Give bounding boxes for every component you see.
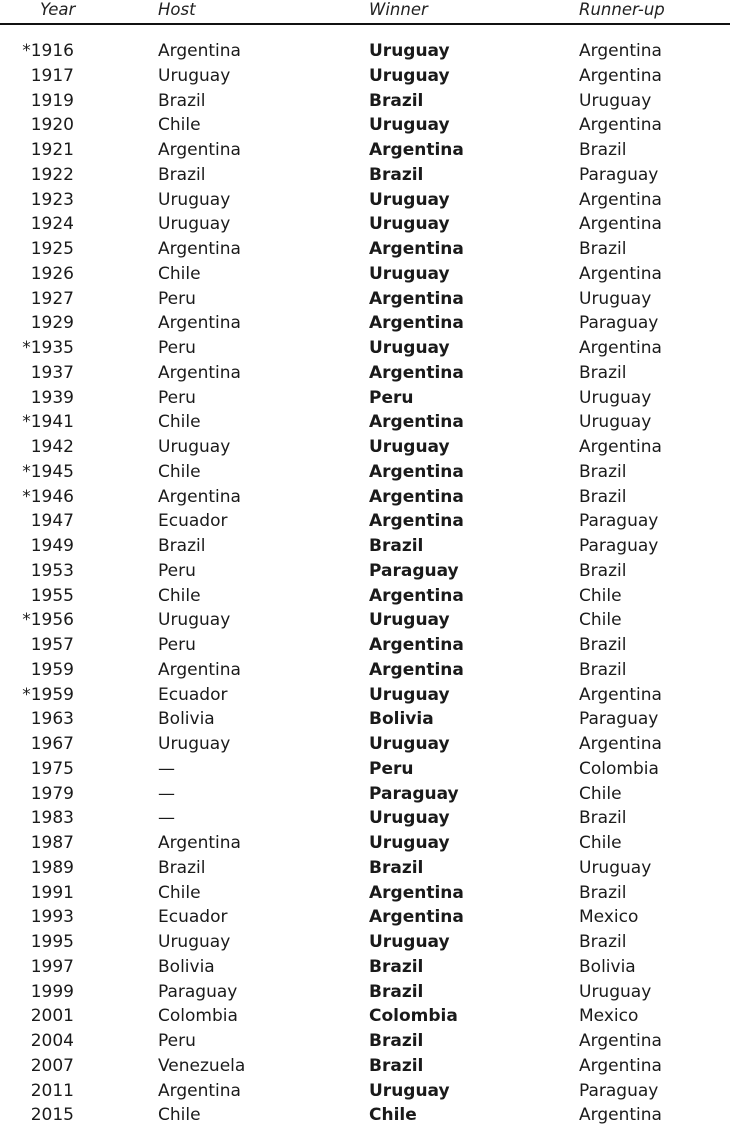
runner-up-cell: Uruguay	[579, 857, 652, 878]
table-row	[0, 980, 730, 1005]
year-cell: 1967	[30, 734, 74, 754]
host-cell: Argentina	[158, 1080, 241, 1101]
table-row	[0, 683, 730, 708]
host-cell: Ecuador	[158, 907, 228, 928]
runner-up-cell: Argentina	[579, 214, 662, 235]
year-cell: 2007	[30, 1055, 74, 1076]
runner-up-cell: Argentina	[579, 263, 662, 284]
table-row	[0, 460, 730, 485]
year-cell: 2004	[30, 1031, 74, 1051]
table-row	[0, 361, 730, 386]
year-cell: 1989	[30, 857, 74, 878]
winner-cell: Uruguay	[369, 734, 450, 754]
winner-cell: Bolivia	[369, 709, 434, 730]
runner-up-cell: Uruguay	[579, 412, 652, 433]
winner-cell: Brazil	[369, 90, 424, 111]
year-cell: 1949	[30, 536, 74, 556]
runner-up-cell: Paraguay	[579, 709, 659, 730]
runner-up-cell: Argentina	[579, 1055, 662, 1076]
host-cell: Uruguay	[158, 610, 231, 631]
header-rule	[0, 23, 730, 25]
winner-cell: Uruguay	[369, 684, 450, 705]
host-cell: Chile	[158, 882, 201, 903]
host-cell: Uruguay	[158, 65, 231, 86]
year-cell: 1921	[30, 140, 74, 160]
year-cell: 1993	[30, 907, 74, 928]
host-cell: Brazil	[158, 536, 206, 556]
winner-cell: Uruguay	[369, 263, 450, 284]
year-cell: 1963	[30, 709, 74, 730]
year-cell: 1917	[30, 65, 74, 86]
table-row	[0, 806, 730, 831]
year-cell: 1987	[30, 833, 74, 853]
year-cell: 1953	[30, 560, 74, 581]
host-cell: Uruguay	[158, 437, 231, 457]
table-row	[0, 39, 730, 64]
runner-up-cell: Brazil	[579, 882, 627, 903]
year-cell: 1927	[30, 288, 74, 309]
runner-up-cell: Brazil	[579, 659, 627, 680]
table-row	[0, 1103, 730, 1128]
host-cell: Colombia	[158, 1006, 238, 1027]
runner-up-cell: Argentina	[579, 437, 662, 457]
year-cell: 1923	[30, 189, 74, 210]
table-row	[0, 658, 730, 683]
runner-up-cell: Brazil	[579, 635, 627, 655]
runner-up-cell: Colombia	[579, 758, 659, 779]
table-row	[0, 138, 730, 163]
table-row	[0, 163, 730, 188]
table-row	[0, 287, 730, 312]
table-row	[0, 188, 730, 213]
table-row	[0, 1054, 730, 1079]
host-cell: Chile	[158, 585, 201, 606]
table-row	[0, 955, 730, 980]
runner-up-cell: Argentina	[579, 1105, 662, 1126]
winner-cell: Brazil	[369, 857, 424, 878]
year-cell: 1955	[30, 585, 74, 606]
host-cell: Chile	[158, 1105, 201, 1126]
year-cell: 1979	[30, 783, 74, 804]
host-cell: Argentina	[158, 833, 241, 853]
runner-up-cell: Brazil	[579, 140, 627, 160]
year-cell: 1942	[30, 437, 74, 457]
table-row	[0, 485, 730, 510]
year-cell: 1997	[30, 956, 74, 977]
runner-up-cell: Argentina	[579, 189, 662, 210]
table-header	[0, 0, 730, 24]
runner-up-cell: Argentina	[579, 1031, 662, 1051]
host-cell: Chile	[158, 115, 201, 136]
runner-up-cell: Paraguay	[579, 164, 659, 185]
runner-up-cell: Brazil	[579, 461, 627, 482]
table-row	[0, 435, 730, 460]
host-cell: Ecuador	[158, 511, 228, 532]
runner-up-cell: Brazil	[579, 362, 627, 383]
host-cell: Uruguay	[158, 734, 231, 754]
winner-cell: Uruguay	[369, 437, 450, 457]
winner-cell: Argentina	[369, 288, 464, 309]
table-row	[0, 89, 730, 114]
runner-up-cell: Chile	[579, 585, 622, 606]
winner-cell: Brazil	[369, 164, 424, 185]
year-cell: *1941	[22, 412, 74, 433]
winner-cell: Brazil	[369, 1031, 424, 1051]
table-row	[0, 559, 730, 584]
table-row	[0, 856, 730, 881]
table-row	[0, 410, 730, 435]
winner-cell: Argentina	[369, 511, 464, 532]
table-row	[0, 311, 730, 336]
runner-up-cell: Paraguay	[579, 1080, 659, 1101]
host-cell: Bolivia	[158, 709, 215, 730]
table-row	[0, 1004, 730, 1029]
table-row	[0, 881, 730, 906]
winner-cell: Argentina	[369, 635, 464, 655]
runner-up-cell: Paraguay	[579, 511, 659, 532]
runner-up-cell: Brazil	[579, 808, 627, 829]
table-row	[0, 930, 730, 955]
table-row	[0, 113, 730, 138]
table-row	[0, 212, 730, 237]
table-row	[0, 732, 730, 757]
table-row	[0, 1029, 730, 1054]
host-cell: Argentina	[158, 239, 241, 259]
host-cell: Bolivia	[158, 956, 215, 977]
runner-up-cell: Bolivia	[579, 956, 636, 977]
runner-up-cell: Brazil	[579, 560, 627, 581]
host-cell: Chile	[158, 412, 201, 433]
table-row	[0, 237, 730, 262]
host-cell: Argentina	[158, 486, 241, 507]
winner-cell: Uruguay	[369, 1080, 450, 1101]
host-cell: Ecuador	[158, 684, 228, 705]
runner-up-cell: Argentina	[579, 65, 662, 86]
winner-cell: Peru	[369, 758, 414, 779]
year-cell: *1956	[22, 610, 74, 631]
year-cell: 1926	[30, 263, 74, 284]
table-row	[0, 336, 730, 361]
header-host: Host	[158, 0, 196, 19]
year-cell: 1939	[30, 387, 74, 408]
runner-up-cell: Chile	[579, 833, 622, 853]
host-cell: Argentina	[158, 362, 241, 383]
runner-up-cell: Brazil	[579, 486, 627, 507]
winner-cell: Uruguay	[369, 189, 450, 210]
year-cell: *1945	[22, 461, 74, 482]
year-cell: 1929	[30, 313, 74, 334]
runner-up-cell: Uruguay	[579, 288, 652, 309]
runner-up-cell: Argentina	[579, 41, 662, 61]
winner-cell: Uruguay	[369, 338, 450, 358]
runner-up-cell: Brazil	[579, 932, 627, 952]
host-cell: Paraguay	[158, 981, 238, 1002]
year-cell: 1922	[30, 164, 74, 185]
winner-cell: Argentina	[369, 412, 464, 433]
winner-cell: Argentina	[369, 362, 464, 383]
host-cell: Brazil	[158, 857, 206, 878]
table-row	[0, 1079, 730, 1104]
table-row	[0, 509, 730, 534]
winner-cell: Brazil	[369, 1055, 424, 1076]
runner-up-cell: Uruguay	[579, 387, 652, 408]
runner-up-cell: Chile	[579, 610, 622, 631]
host-cell: Peru	[158, 387, 196, 408]
runner-up-cell: Uruguay	[579, 981, 652, 1002]
winner-cell: Brazil	[369, 536, 424, 556]
winner-cell: Argentina	[369, 907, 464, 928]
year-cell: 1920	[30, 115, 74, 136]
host-cell: Uruguay	[158, 932, 231, 952]
host-cell: Argentina	[158, 140, 241, 160]
runner-up-cell: Argentina	[579, 338, 662, 358]
table-row	[0, 608, 730, 633]
winner-cell: Argentina	[369, 239, 464, 259]
host-cell: Peru	[158, 560, 196, 581]
year-cell: 2015	[30, 1105, 74, 1126]
year-cell: 1924	[30, 214, 74, 235]
host-cell: —	[158, 808, 175, 829]
table-row	[0, 707, 730, 732]
table-row	[0, 831, 730, 856]
host-cell: Argentina	[158, 313, 241, 334]
runner-up-cell: Paraguay	[579, 536, 659, 556]
year-cell: *1946	[22, 486, 74, 507]
host-cell: Uruguay	[158, 214, 231, 235]
winner-cell: Uruguay	[369, 833, 450, 853]
host-cell: Argentina	[158, 41, 241, 61]
year-cell: 1983	[30, 808, 74, 829]
host-cell: Brazil	[158, 90, 206, 111]
table-row	[0, 584, 730, 609]
year-cell: 1991	[30, 882, 74, 903]
winner-cell: Uruguay	[369, 65, 450, 86]
host-cell: Venezuela	[158, 1055, 246, 1076]
winner-cell: Uruguay	[369, 41, 450, 61]
year-cell: 2001	[30, 1006, 74, 1027]
runner-up-cell: Mexico	[579, 907, 639, 928]
host-cell: Peru	[158, 635, 196, 655]
year-cell: 2011	[30, 1080, 74, 1101]
winner-cell: Uruguay	[369, 610, 450, 631]
table-row	[0, 386, 730, 411]
runner-up-cell: Mexico	[579, 1006, 639, 1027]
winner-cell: Colombia	[369, 1006, 458, 1027]
winner-cell: Paraguay	[369, 560, 459, 581]
table-row	[0, 262, 730, 287]
year-cell: 1995	[30, 932, 74, 952]
runner-up-cell: Brazil	[579, 239, 627, 259]
winner-cell: Uruguay	[369, 932, 450, 952]
winner-cell: Chile	[369, 1105, 417, 1126]
winner-cell: Uruguay	[369, 214, 450, 235]
host-cell: Argentina	[158, 659, 241, 680]
table-row	[0, 757, 730, 782]
runner-up-cell: Argentina	[579, 115, 662, 136]
year-cell: 1937	[30, 362, 74, 383]
year-cell: 1959	[30, 659, 74, 680]
header-year: Year	[40, 0, 76, 19]
winner-cell: Argentina	[369, 659, 464, 680]
year-cell: *1935	[22, 338, 74, 358]
host-cell: Peru	[158, 1031, 196, 1051]
host-cell: —	[158, 758, 175, 779]
year-cell: 1957	[30, 635, 74, 655]
host-cell: Brazil	[158, 164, 206, 185]
table-row	[0, 633, 730, 658]
header-winner: Winner	[369, 0, 428, 19]
host-cell: Chile	[158, 263, 201, 284]
winner-cell: Uruguay	[369, 808, 450, 829]
year-cell: 1925	[30, 239, 74, 259]
host-cell: Peru	[158, 288, 196, 309]
runner-up-cell: Uruguay	[579, 90, 652, 111]
winner-cell: Argentina	[369, 486, 464, 507]
year-cell: 1999	[30, 981, 74, 1002]
runner-up-cell: Argentina	[579, 734, 662, 754]
winner-cell: Brazil	[369, 981, 424, 1002]
host-cell: Uruguay	[158, 189, 231, 210]
year-cell: *1916	[22, 41, 74, 61]
table-row	[0, 905, 730, 930]
table-body	[0, 39, 730, 1128]
winner-cell: Brazil	[369, 956, 424, 977]
year-cell: 1947	[30, 511, 74, 532]
table-row	[0, 64, 730, 89]
winner-cell: Peru	[369, 387, 414, 408]
runner-up-cell: Paraguay	[579, 313, 659, 334]
host-cell: Chile	[158, 461, 201, 482]
winner-cell: Argentina	[369, 140, 464, 160]
winner-cell: Argentina	[369, 882, 464, 903]
winner-cell: Uruguay	[369, 115, 450, 136]
host-cell: —	[158, 783, 175, 804]
runner-up-cell: Chile	[579, 783, 622, 804]
runner-up-cell: Argentina	[579, 684, 662, 705]
table-row	[0, 782, 730, 807]
host-cell: Peru	[158, 338, 196, 358]
header-runner-up: Runner-up	[579, 0, 665, 19]
year-cell: 1975	[30, 758, 74, 779]
year-cell: *1959	[22, 684, 74, 705]
winner-cell: Paraguay	[369, 783, 459, 804]
year-cell: 1919	[30, 90, 74, 111]
winner-cell: Argentina	[369, 585, 464, 606]
table-row	[0, 534, 730, 559]
winner-cell: Argentina	[369, 461, 464, 482]
winner-cell: Argentina	[369, 313, 464, 334]
